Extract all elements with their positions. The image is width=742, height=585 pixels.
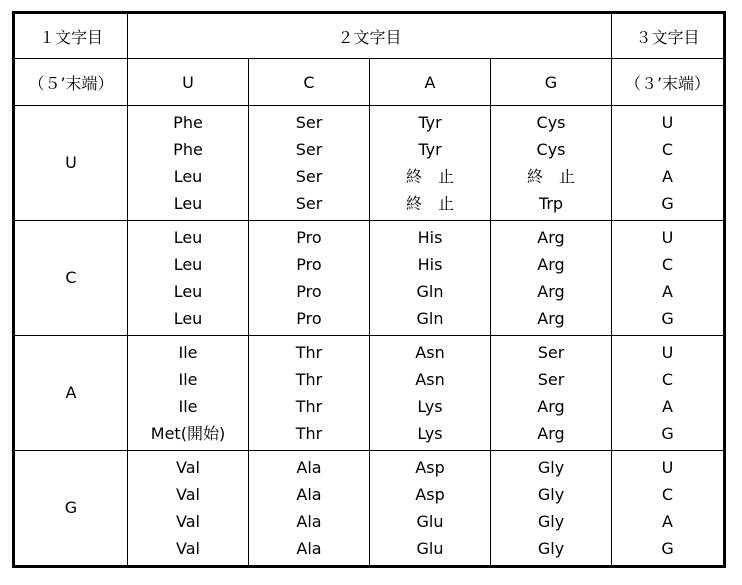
amino-acid: Gly xyxy=(537,457,565,477)
amino-acid: Val xyxy=(176,484,200,504)
third-base: G xyxy=(661,308,674,328)
amino-acid-cell-c xyxy=(249,450,370,566)
codon-row xyxy=(14,220,725,335)
amino-acid: Arg xyxy=(537,396,565,416)
amino-acid-cell-g xyxy=(491,335,612,450)
second-base-g: G xyxy=(491,59,612,105)
second-base-a: A xyxy=(370,59,491,105)
codon-table xyxy=(12,11,726,568)
amino-acid-cell-a xyxy=(370,105,491,220)
amino-acid: Ala xyxy=(296,538,322,558)
third-base: A xyxy=(662,166,673,186)
amino-acid: Arg xyxy=(537,281,565,301)
amino-acid: Glu xyxy=(416,511,444,531)
amino-acid-cell-g xyxy=(491,105,612,220)
third-base: G xyxy=(661,538,674,558)
first-position-header: １文字目 xyxy=(14,13,128,59)
amino-acid-cell-a xyxy=(370,220,491,335)
amino-acid: Phe xyxy=(173,139,203,159)
amino-acid: Ile xyxy=(178,342,198,362)
amino-acid-cell-u xyxy=(128,450,249,566)
third-base: C xyxy=(661,369,674,389)
amino-acid: Lys xyxy=(417,396,443,416)
amino-acid: Tyr xyxy=(418,139,442,159)
third-base-cell xyxy=(612,220,725,335)
amino-acid-cell-c xyxy=(249,105,370,220)
amino-acid: Thr xyxy=(295,396,323,416)
third-base: C xyxy=(661,484,674,504)
amino-acid: Ser xyxy=(537,369,565,389)
codon-body xyxy=(14,105,725,566)
three-prime-end-label: （３’末端） xyxy=(612,59,725,105)
third-base: U xyxy=(661,457,674,477)
amino-acid: Gly xyxy=(537,511,565,531)
amino-acid: Asn xyxy=(415,369,445,389)
amino-acid: Glu xyxy=(416,538,444,558)
amino-acid: 終 止 xyxy=(527,166,576,186)
amino-acid: Leu xyxy=(173,308,203,328)
amino-acid: Ile xyxy=(178,396,198,416)
amino-acid: His xyxy=(417,227,443,247)
amino-acid-cell-u xyxy=(128,335,249,450)
first-base-cell: A xyxy=(14,335,128,450)
amino-acid: 終 止 xyxy=(405,193,454,213)
amino-acid: Trp xyxy=(538,193,564,213)
third-base: G xyxy=(661,423,674,443)
five-prime-end-label: （５’末端） xyxy=(14,59,128,105)
amino-acid: His xyxy=(417,254,443,274)
amino-acid: Leu xyxy=(173,193,203,213)
second-position-header: ２文字目 xyxy=(128,13,612,59)
amino-acid: Asp xyxy=(415,484,445,504)
third-base: A xyxy=(662,511,673,531)
amino-acid: Thr xyxy=(295,369,323,389)
third-base-cell xyxy=(612,105,725,220)
amino-acid: Gln xyxy=(416,308,444,328)
amino-acid: Ser xyxy=(295,193,323,213)
codon-row xyxy=(14,105,725,220)
amino-acid-cell-g xyxy=(491,450,612,566)
amino-acid: Thr xyxy=(295,342,323,362)
third-base-cell xyxy=(612,450,725,566)
amino-acid: Ala xyxy=(296,484,322,504)
second-base-c: C xyxy=(249,59,370,105)
amino-acid: Ser xyxy=(537,342,565,362)
amino-acid: Ala xyxy=(296,511,322,531)
first-base-cell: U xyxy=(14,105,128,220)
third-base: C xyxy=(661,254,674,274)
amino-acid: Val xyxy=(176,457,200,477)
third-position-header: ３文字目 xyxy=(612,13,725,59)
third-base: A xyxy=(662,396,673,416)
amino-acid: Ser xyxy=(295,166,323,186)
amino-acid-cell-u xyxy=(128,220,249,335)
amino-acid: Gly xyxy=(537,484,565,504)
third-base: C xyxy=(661,139,674,159)
third-base: U xyxy=(661,342,674,362)
amino-acid-cell-c xyxy=(249,220,370,335)
amino-acid: Gly xyxy=(537,538,565,558)
codon-row xyxy=(14,450,725,566)
amino-acid: Cys xyxy=(536,112,566,132)
amino-acid: Met(開始) xyxy=(150,423,226,443)
third-base-cell xyxy=(612,335,725,450)
third-base: U xyxy=(661,112,674,132)
amino-acid: Pro xyxy=(296,308,322,328)
amino-acid: Ser xyxy=(295,112,323,132)
amino-acid: Leu xyxy=(173,166,203,186)
amino-acid: Tyr xyxy=(418,112,442,132)
amino-acid-cell-a xyxy=(370,335,491,450)
amino-acid: Leu xyxy=(173,281,203,301)
amino-acid-cell-a xyxy=(370,450,491,566)
amino-acid: Cys xyxy=(536,139,566,159)
amino-acid: Arg xyxy=(537,423,565,443)
first-base-cell: G xyxy=(14,450,128,566)
amino-acid: Asn xyxy=(415,342,445,362)
amino-acid: Pro xyxy=(296,254,322,274)
amino-acid: Phe xyxy=(173,112,203,132)
third-base: U xyxy=(661,227,674,247)
amino-acid: Lys xyxy=(417,423,443,443)
amino-acid: Arg xyxy=(537,227,565,247)
amino-acid: Ile xyxy=(178,369,198,389)
amino-acid: Pro xyxy=(296,281,322,301)
amino-acid: Thr xyxy=(295,423,323,443)
third-base: A xyxy=(662,281,673,301)
amino-acid: Ser xyxy=(295,139,323,159)
amino-acid: Gln xyxy=(416,281,444,301)
amino-acid: Arg xyxy=(537,254,565,274)
amino-acid: Val xyxy=(176,538,200,558)
amino-acid: Val xyxy=(176,511,200,531)
amino-acid: Ala xyxy=(296,457,322,477)
amino-acid: Arg xyxy=(537,308,565,328)
amino-acid: Asp xyxy=(415,457,445,477)
third-base: G xyxy=(661,193,674,213)
amino-acid: Leu xyxy=(173,227,203,247)
second-base-u: U xyxy=(128,59,249,105)
amino-acid: Pro xyxy=(296,227,322,247)
amino-acid-cell-g xyxy=(491,220,612,335)
first-base-cell: C xyxy=(14,220,128,335)
codon-row xyxy=(14,335,725,450)
amino-acid: Leu xyxy=(173,254,203,274)
amino-acid-cell-c xyxy=(249,335,370,450)
amino-acid: 終 止 xyxy=(405,166,454,186)
amino-acid-cell-u xyxy=(128,105,249,220)
